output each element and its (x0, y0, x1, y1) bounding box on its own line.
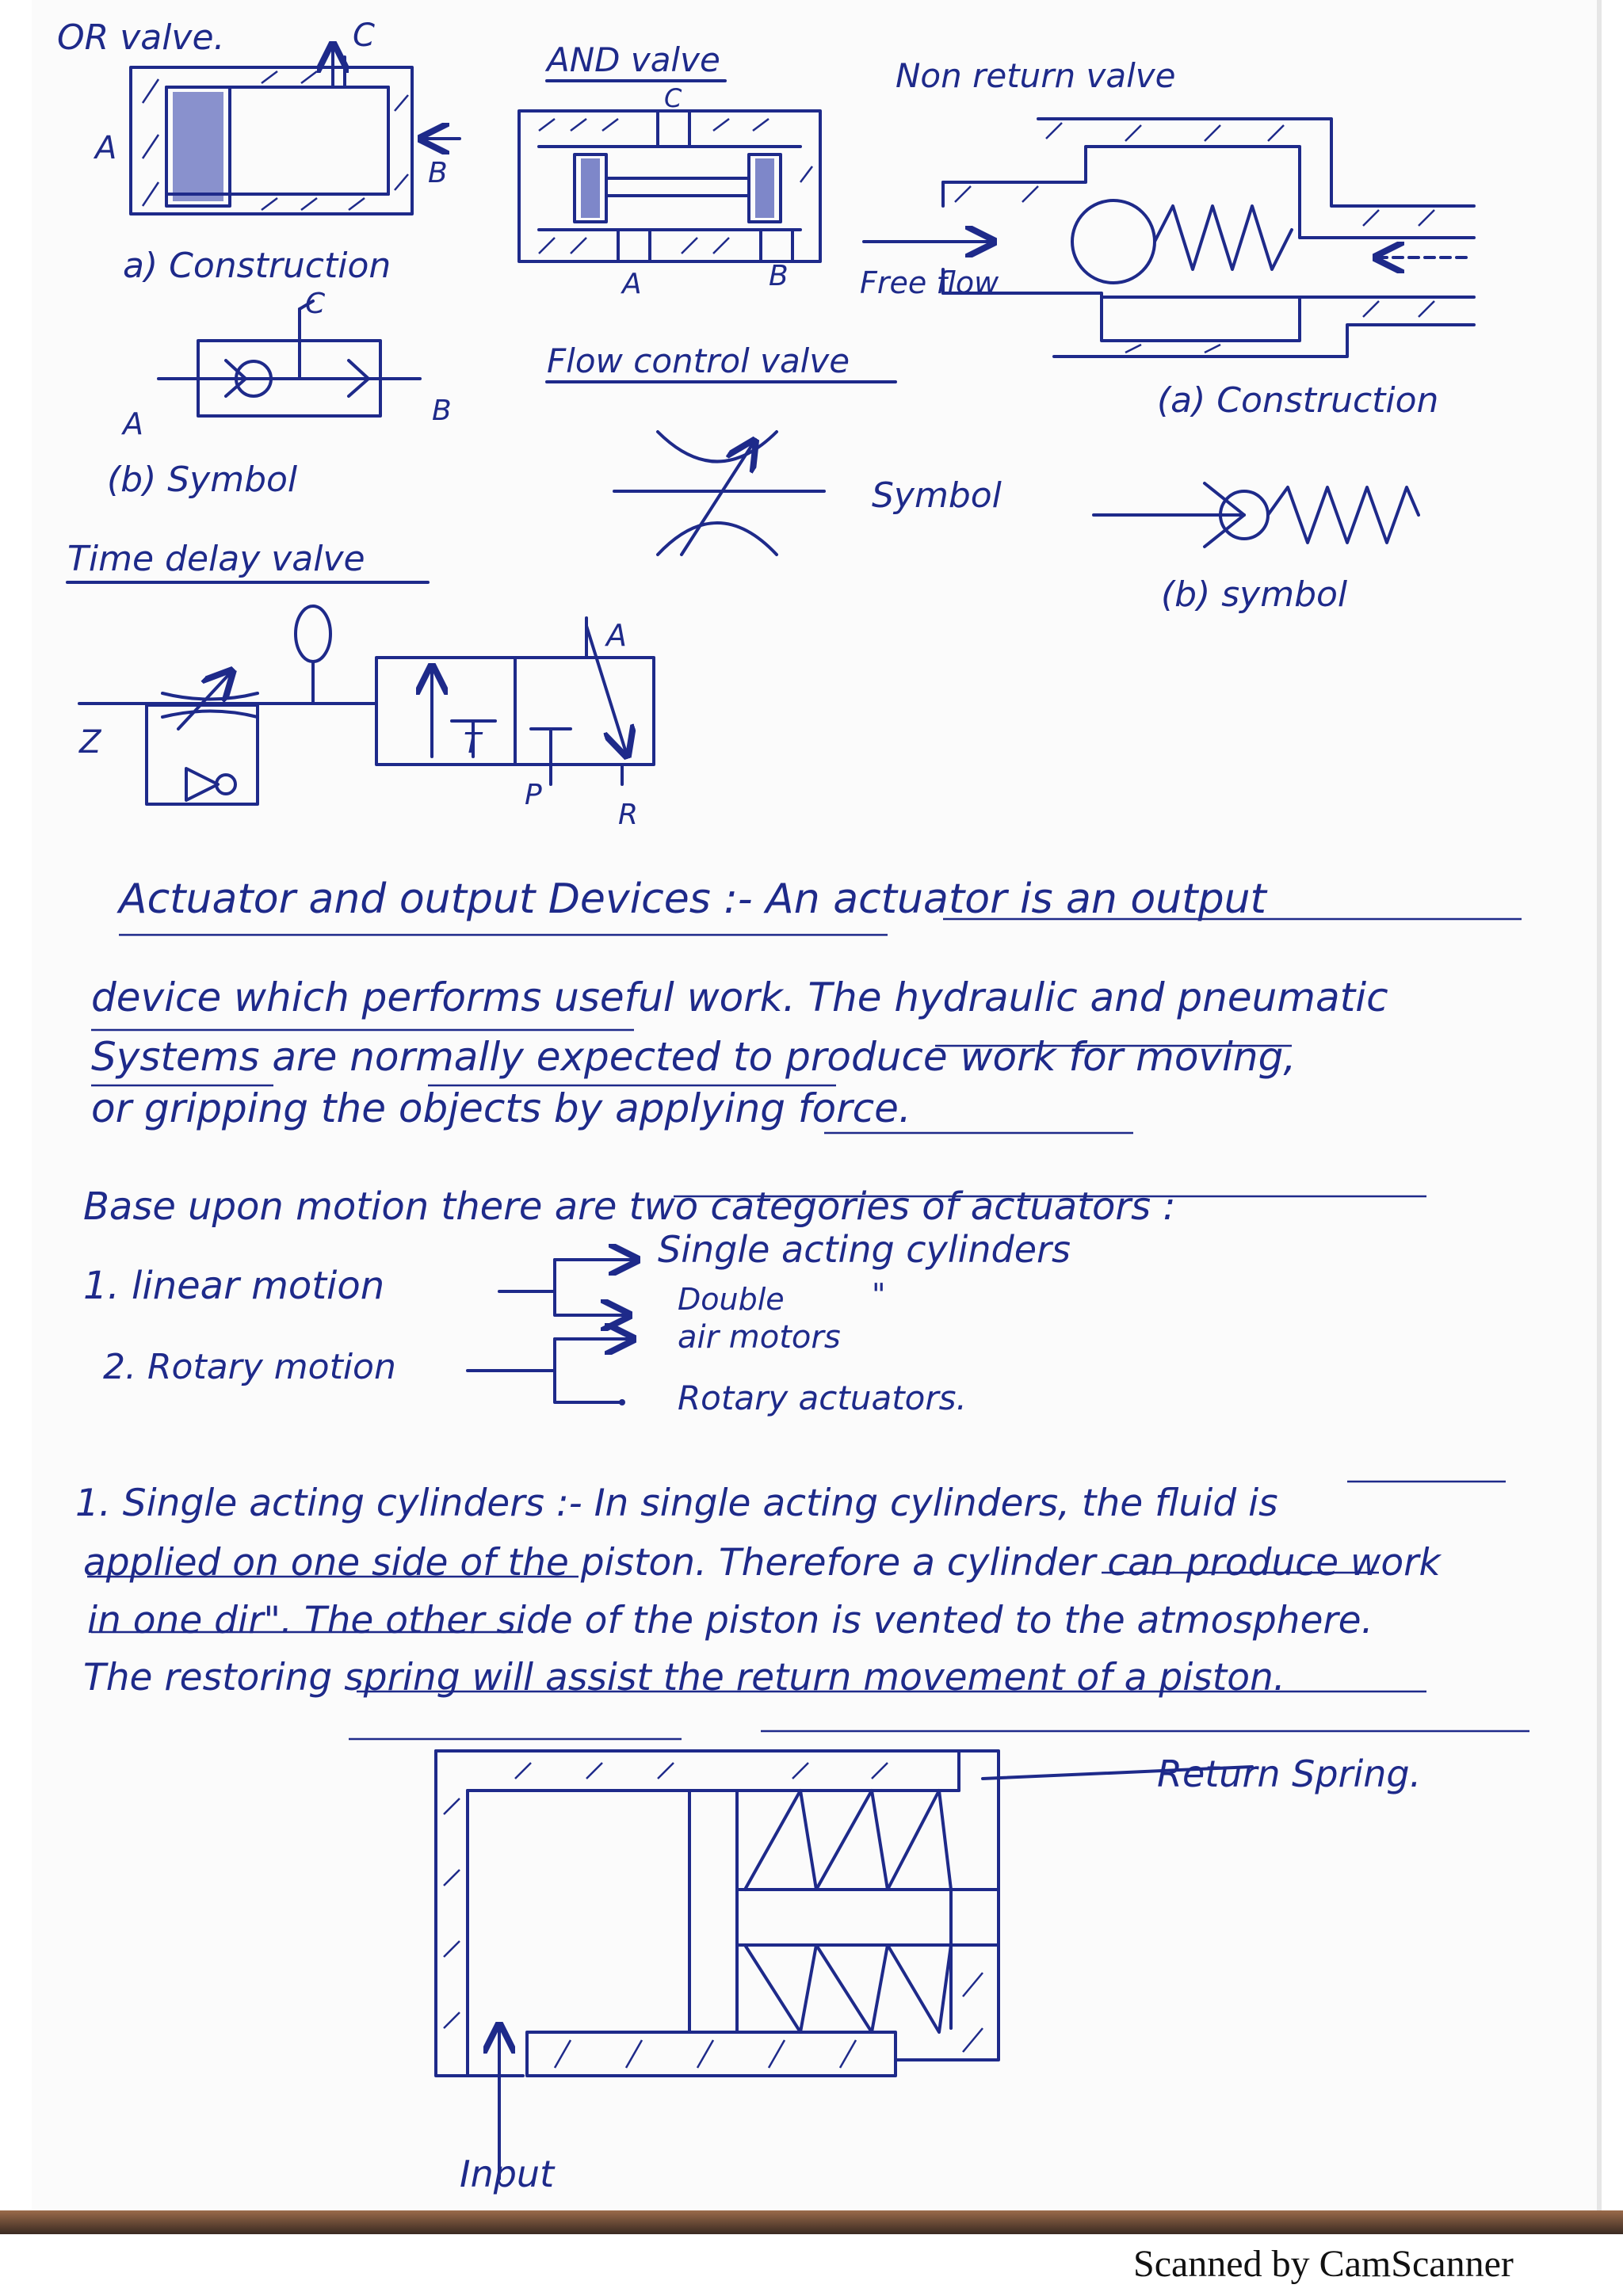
time-delay-port-r: R (618, 799, 639, 831)
scanner-footer: Scanned by CamScanner (1133, 2243, 1514, 2285)
non-return-construction (864, 119, 1474, 357)
body-line-3: Systems are normally expected to produce work for moving, (91, 1034, 1296, 1080)
or-symbol-caption: (b) Symbol (107, 460, 298, 500)
actuator-heading-line: Actuator and output Devices :- An actuator is an output (119, 875, 1266, 923)
rotary-motion-label: 2. Rotary motion (103, 1347, 396, 1387)
and-port-c: C (664, 83, 682, 113)
flow-control-symbol (614, 432, 824, 555)
and-port-b: B (769, 260, 789, 292)
or-valve-title: OR valve. (57, 17, 225, 58)
body-line-2: device which performs useful work. The hydraulic and pneumatic (91, 974, 1388, 1020)
and-port-a: A (622, 268, 642, 300)
single-acting-line-2: applied on one side of the piston. Therefore a cylinder can produce work (83, 1541, 1441, 1585)
or-symbol-port-b: B (432, 395, 452, 427)
or-valve-construction (131, 48, 460, 214)
time-delay-symbol (79, 606, 654, 804)
linear-motion-label: 1. linear motion (83, 1264, 385, 1308)
rotary-actuators-category: Rotary actuators. (678, 1379, 967, 1417)
body-line-4: or gripping the objects by applying force. (91, 1085, 911, 1131)
time-delay-port-p: P (525, 779, 542, 811)
time-delay-port-t: T (464, 727, 481, 760)
single-acting-line-1: 1. Single acting cylinders :- In single acting cylinders, the fluid is (75, 1482, 1278, 1525)
non-return-title: Non return valve (896, 56, 1176, 95)
time-delay-title: Time delay valve (67, 539, 365, 579)
flow-control-title: Flow control valve (547, 341, 850, 380)
and-valve-title: AND valve (547, 40, 720, 79)
single-acting-line-3: in one dir". The other side of the piston is vented to the atmosphere. (87, 1599, 1373, 1642)
time-delay-port-a: A (606, 618, 627, 653)
single-acting-cylinder-diagram (436, 1751, 1252, 2179)
or-port-b: B (428, 157, 448, 189)
air-motors-category: air motors (678, 1319, 841, 1356)
single-acting-line-4: The restoring spring will assist the return movement of a piston. (83, 1656, 1285, 1699)
input-label: Input (460, 2153, 555, 2195)
or-symbol-port-a: A (123, 406, 143, 441)
and-valve-construction (519, 111, 820, 261)
time-delay-port-z: Z (79, 724, 101, 761)
non-return-symbol-caption: (b) symbol (1161, 574, 1348, 615)
or-port-a: A (95, 130, 117, 166)
or-symbol-port-c: C (305, 288, 326, 320)
return-spring-label: Return Spring. (1157, 1753, 1422, 1795)
ditto-mark: " (872, 1277, 886, 1312)
or-construction-caption: a) Construction (123, 246, 391, 286)
non-return-construction-caption: (a) Construction (1157, 380, 1439, 421)
double-category: Double (678, 1282, 785, 1317)
flow-control-caption: Symbol (872, 475, 1002, 516)
non-return-symbol (1094, 483, 1419, 547)
or-port-c: C (353, 17, 375, 54)
categories-intro: Base upon motion there are two categories of actuators : (83, 1184, 1176, 1229)
category-brackets (468, 1260, 634, 1405)
free-flow-label: Free flow (860, 265, 999, 300)
or-valve-symbol (158, 301, 420, 416)
single-acting-category: Single acting cylinders (658, 1228, 1071, 1271)
